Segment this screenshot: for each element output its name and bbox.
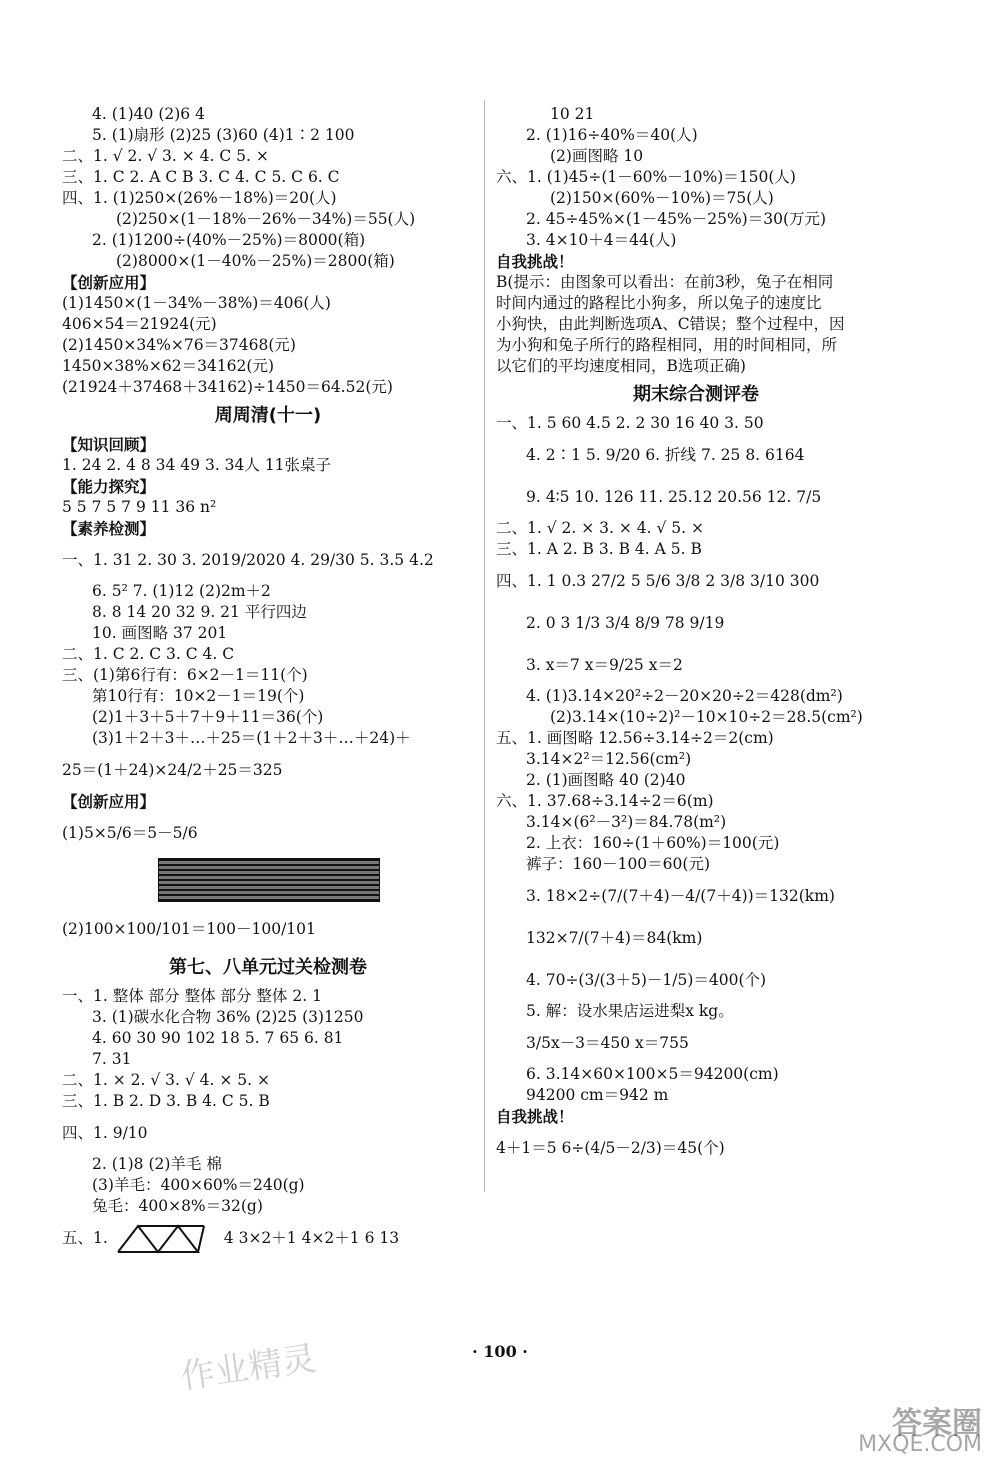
answer-line: 10. 画图略 37 201 — [92, 624, 228, 642]
answer-line: 4. 70÷(3/(3＋5)－1/5)＝400(个) — [526, 971, 767, 989]
answer-line: 二、1. √ 2. × 3. × 4. √ 5. × — [496, 519, 705, 537]
section-heading: 自我挑战！ — [496, 1107, 574, 1126]
answer-line: 94200 cm＝942 m — [526, 1086, 669, 1104]
answer-line: 3. (1)碳水化合物 36% (2)25 (3)1250 — [92, 1008, 364, 1026]
answer-line: (3)1＋2＋3＋…＋25＝(1＋2＋3＋…＋24)＋ — [92, 729, 411, 747]
answer-line: 5 5 7 5 7 9 11 36 n² — [62, 498, 217, 516]
answer-line: 小狗快，由此判断选项A、C错误；整个过程中，因 — [496, 315, 845, 333]
answer-line: (1)1450×(1－34%－38%)＝406(人) — [62, 294, 331, 312]
answer-line: 二、1. × 2. √ 3. √ 4. × 5. × — [62, 1071, 271, 1089]
answer-line: 8. 8 14 20 32 9. 21 平行四边 — [92, 603, 307, 621]
answer-line: 5. 解：设水果店运进梨x kg。 — [526, 1002, 734, 1020]
section-heading: 自我挑战！ — [496, 252, 574, 271]
watermark: 作业精灵 — [178, 1338, 319, 1398]
answer-line: 3. 18×2÷(7/(7＋4)－4/(7＋4))＝132(km) — [526, 887, 835, 905]
answer-line: 四、1. 9/10 — [62, 1124, 148, 1142]
answer-line: 三、1. A 2. B 3. B 4. A 5. B — [496, 540, 702, 558]
column-divider — [484, 100, 485, 1192]
answer-line: 1. 24 2. 4 8 34 49 3. 34人 11张桌子 — [62, 456, 332, 474]
answer-line: 5. (1)扇形 (2)25 (3)60 (4)1∶2 100 — [92, 126, 355, 144]
section-title: 周周清(十一) — [214, 405, 322, 426]
answer-line: 6. 5² 7. (1)12 (2)2m＋2 — [92, 582, 271, 600]
answer-line: (2)100×100/101＝100－100/101 — [62, 920, 316, 938]
shaded-grid-figure — [158, 858, 380, 902]
answer-line: 三、1. C 2. A C B 3. C 4. C 5. C 6. C — [62, 168, 340, 186]
answer-line: 25＝(1＋24)×24/2＋25＝325 — [62, 761, 283, 779]
triangles-figure — [116, 1224, 206, 1254]
answer-line: (2)1450×34%×76＝37468(元) — [62, 336, 296, 354]
section-title: 期末综合测评卷 — [633, 384, 759, 405]
corner-logo: 答案圈 — [892, 1406, 982, 1441]
left-column — [62, 104, 474, 1259]
answer-line: B(提示：由图象可以看出：在前3秒，兔子在相同 — [496, 273, 834, 291]
answer-line: 4. (1)3.14×20²÷2－20×20÷2＝428(dm²) — [526, 687, 843, 705]
answer-line: 4. 60 30 90 102 18 5. 7 65 6. 81 — [92, 1029, 344, 1047]
answer-line: 第10行有：10×2－1＝19(个) — [92, 687, 305, 705]
answer-line: 2. 45÷45%×(1－45%－25%)＝30(万元) — [526, 210, 827, 228]
section-heading: 【素养检测】 — [62, 519, 156, 538]
answer-line: 2. (1)1200÷(40%－25%)＝8000(箱) — [92, 231, 366, 249]
answer-line: 4. (1)40 (2)6 4 — [92, 105, 205, 123]
answer-line: 三、(1)第6行有：6×2－1＝11(个) — [62, 666, 308, 684]
answer-line: 132×7/(7＋4)＝84(km) — [526, 929, 703, 947]
answer-line: 裤子：160－100＝60(元) — [526, 855, 710, 873]
right-column — [496, 104, 896, 1169]
answer-line: (2)150×(60%－10%)＝75(人) — [550, 189, 774, 207]
answer-line — [62, 1217, 474, 1259]
answer-line: 2. 0 3 1/3 3/4 8/9 78 9/19 — [526, 614, 725, 632]
answer-line: (2)画图略 10 — [550, 147, 644, 165]
answer-line: 6. 3.14×60×100×5＝94200(cm) — [526, 1065, 779, 1083]
corner-url: MXQE.COM — [858, 1432, 982, 1457]
answer-prefix: 五、1. — [62, 1229, 108, 1247]
answer-line: (3)羊毛：400×60%＝240(g) — [92, 1176, 305, 1194]
answer-line: 一、1. 5 60 4.5 2. 2 30 16 40 3. 50 — [496, 414, 764, 432]
answer-line: 六、1. 37.68÷3.14÷2＝6(m) — [496, 792, 714, 810]
answer-line: 3.14×2²＝12.56(cm²) — [526, 750, 692, 768]
answer-line: (1)5×5/6＝5－5/6 — [62, 824, 198, 842]
answer-line: 四、1. 1 0.3 27/2 5 5/6 3/8 2 3/8 3/10 300 — [496, 572, 820, 590]
answer-line: 一、1. 整体 部分 整体 部分 整体 2. 1 — [62, 987, 322, 1005]
answer-line: 三、1. B 2. D 3. B 4. C 5. B — [62, 1092, 270, 1110]
answer-line: 3. x＝7 x＝9/25 x＝2 — [526, 656, 683, 674]
answer-line: 3.14×(6²－3²)＝84.78(m²) — [526, 813, 727, 831]
answer-line: 四、1. (1)250×(26%－18%)＝20(人) — [62, 189, 337, 207]
answer-rest: 4 3×2＋1 4×2＋1 6 13 — [223, 1229, 400, 1247]
answer-line: 4＋1＝5 6÷(4/5－2/3)＝45(个) — [496, 1139, 725, 1157]
section-heading: 【知识回顾】 — [62, 435, 156, 454]
answer-line: (21924＋37468＋34162)÷1450＝64.52(元) — [62, 378, 393, 396]
answer-line: 2. (1)8 (2)羊毛 棉 — [92, 1155, 222, 1173]
answer-line: (2)3.14×(10÷2)²－10×10÷2＝28.5(cm²) — [550, 708, 863, 726]
answer-line: 五、1. 画图略 12.56÷3.14÷2＝2(cm) — [496, 729, 774, 747]
answer-line: 时间内通过的路程比小狗多，所以兔子的速度比 — [496, 294, 822, 312]
answer-line: 406×54＝21924(元) — [62, 315, 217, 333]
answer-line: 2. (1)16÷40%＝40(人) — [526, 126, 698, 144]
answer-line: 兔毛：400×8%＝32(g) — [92, 1197, 263, 1215]
section-title: 第七、八单元过关检测卷 — [169, 957, 367, 978]
answer-line: 2. (1)画图略 40 (2)40 — [526, 771, 686, 789]
answer-line: 二、1. √ 2. √ 3. × 4. C 5. × — [62, 147, 269, 165]
answer-line: 为小狗和兔子所行的路程相同，用的时间相同，所 — [496, 336, 838, 354]
section-heading: 【创新应用】 — [62, 273, 156, 292]
answer-line: 1450×38%×62＝34162(元) — [62, 357, 274, 375]
section-heading: 【能力探究】 — [62, 477, 156, 496]
answer-line: 2. 上衣：160÷(1＋60%)＝100(元) — [526, 834, 780, 852]
answer-line: 9. 4∶5 10. 126 11. 25.12 20.56 12. 7/5 — [526, 488, 822, 506]
answer-line: (2)250×(1－18%－26%－34%)＝55(人) — [116, 210, 416, 228]
page-number: · 100 · — [472, 1342, 528, 1361]
answer-line: 以它们的平均速度相同，B选项正确) — [496, 357, 746, 375]
answer-line: 3. 4×10＋4＝44(人) — [526, 231, 677, 249]
answer-line: 7. 31 — [92, 1050, 132, 1068]
answer-line: 六、1. (1)45÷(1－60%－10%)＝150(人) — [496, 168, 796, 186]
answer-line: 4. 2∶1 5. 9/20 6. 折线 7. 25 8. 6164 — [526, 446, 805, 464]
answer-line: 3/5x－3＝450 x＝755 — [526, 1034, 689, 1052]
answer-line: 10 21 — [550, 105, 595, 123]
answer-line: 一、1. 31 2. 30 3. 2019/2020 4. 29/30 5. 3.5 4.2 — [62, 551, 434, 569]
answer-line: (2)8000×(1－40%－25%)＝2800(箱) — [116, 252, 395, 270]
section-heading: 【创新应用】 — [62, 792, 156, 811]
answer-line: 二、1. C 2. C 3. C 4. C — [62, 645, 235, 663]
answer-line: (2)1＋3＋5＋7＋9＋11＝36(个) — [92, 708, 324, 726]
